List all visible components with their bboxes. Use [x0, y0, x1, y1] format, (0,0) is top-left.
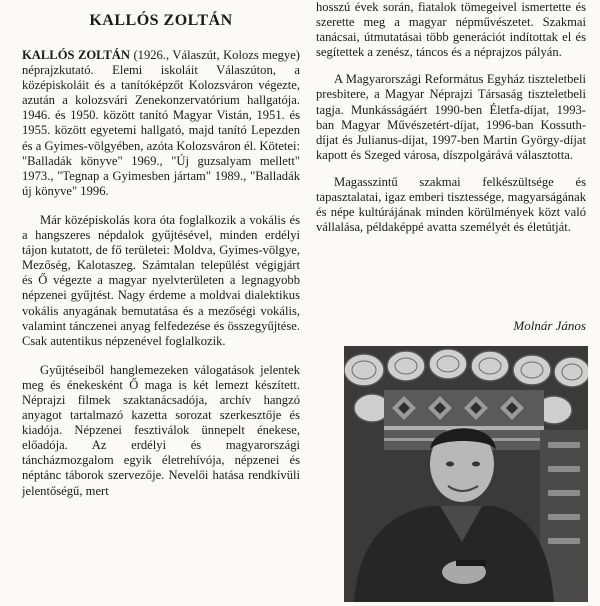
- paragraph-awards: A Magyarországi Református Egyház tiszteletbeli presbitere, a Magyar Néprajzi Társaság tiszteletbeli tagja. Munkásságáért 1990-ben Életfa-díjat, 1993-ban Magyar Művészetért-díjat, 1996-ban Kossuth-díjat és Julianus-díjat, 1997-ben Martin György-díjat kapott és Szeged városa, díszpolgárává választotta.: [316, 72, 586, 162]
- paragraph-collecting: Már középiskolás kora óta foglalkozik a vokális és a hangszeres népdalok gyűjtésével, minden erdélyi tájon kutatott, de fő területei: Moldva, Gyimes-völgye, Mezőség, Kalotaszeg. Számtalan települést végigjárt és Ő végezte a magyar nyelvterületen a legnagyobb népzenei gyűjtést. Nagy érdeme a moldvai dialektikus vokális anyagának bemutatása és a mezőségi vokális, valamint tánczenei anyag felfedezése és összegyűjtése. Csak autentikus népzenével foglalkozik.: [22, 212, 300, 348]
- left-column: [22, 12, 300, 499]
- paragraph-legacy: Magasszintű szakmai felkészültsége és tapasztalatai, igaz emberi tisztessége, magyarságának és népe kultúrájának minden körülmények közt való vállalása, példaképpé avatta személyét és életútját.: [316, 174, 586, 235]
- paragraph-continuation: hosszú évek során, fiatalok tömegeivel ismertette és szerette meg a magyar népművészetet. Szakmai tanácsai, útmutatásai több generációt indítottak el és segítettek a zenész, táncos és a néprajzos pályán.: [316, 0, 586, 60]
- author-signature: Molnár János: [513, 318, 586, 333]
- paragraph-intro: [22, 48, 300, 199]
- subject-name: KALLÓS ZOLTÁN: [22, 48, 130, 62]
- intro-text: (1926., Válaszút, Kolozs megye) néprajzkutató. Elemi iskoláit Válaszúton, a középiskoláit és a tanítóképzőt Kolozsváron végezte, azután a kolozsvári Zenekonzervatórium hallgatója. 1946. és 1950. között tanító Magyar Vistán, 1951. és 1955. között egyetemi hallgató, majd tanító Lepezden és a Gyimes-völgyében, azóta Kolozsváron él. Kötetei: "Balladák könyve" 1969., "Új guzsalyam mellett" 1973., "Tegnap a Gyimesben jártam" 1989., "Balladák új könyve" 1996.: [22, 48, 300, 198]
- portrait-photo: [344, 346, 588, 602]
- portrait-photo-image: [344, 346, 588, 602]
- page-title: KALLÓS ZOLTÁN: [89, 12, 233, 29]
- paragraph-recordings: Gyűjtéseiből hanglemezeken válogatások jelentek meg és énekesként Ő maga is két lemezt készített. Néprajzi filmek szaktanácsadója, archív hangzó anyagot tartalmazó kazetta sorozat szerkesztője és kiadója. Népzenei fesztiválok ünnepelt énekese, előadója. Az erdélyi és magyarországi táncházmozgalom egyik életrehívója, népzenei és néptánc táborok szervezője. Nevelői hatása rendkívüli jelentőségű, mert: [22, 362, 300, 498]
- right-column: [316, 0, 586, 235]
